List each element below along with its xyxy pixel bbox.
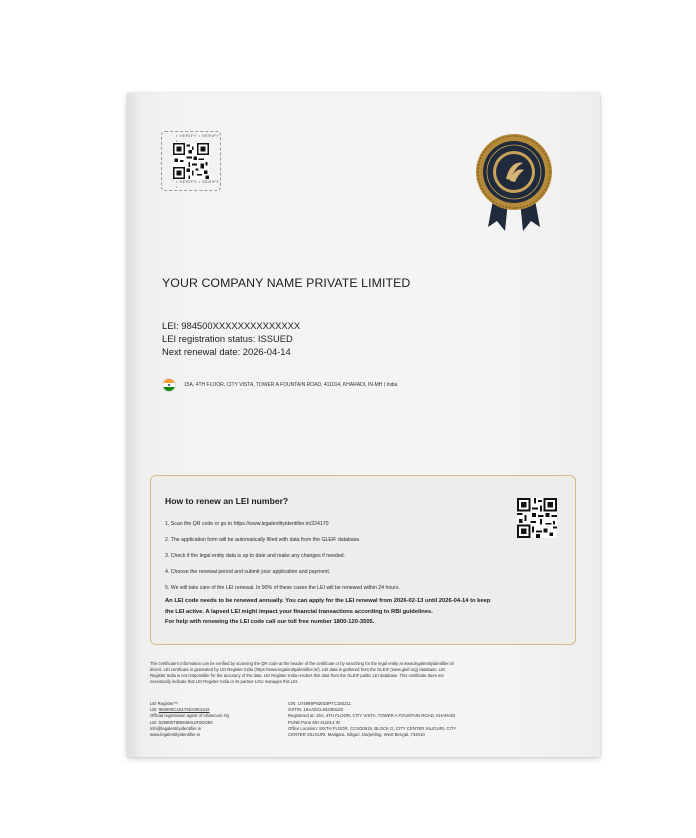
renewal-step: 3. Check if the legal entity data is up to date and make any changes if needed.	[165, 553, 345, 559]
renewal-qr-code-icon[interactable]	[517, 498, 557, 538]
page-shadow	[127, 93, 141, 757]
renewal-note-line: For help with renewing the LEI code call our toll free number 1800-120-3505.	[165, 619, 375, 625]
footer-line: Office Location: SIXTH FLOOR, CCSG0615, BLOCK G, CITY CENTER SILIGURI, CITY	[288, 725, 457, 731]
footer-company-info	[288, 701, 456, 738]
india-flag-icon	[162, 378, 176, 392]
renewal-title: How to renew an LEI number?	[165, 496, 289, 506]
verify-text-top: • VERIFY • VERIFY •	[176, 133, 220, 143]
renewal-step: 4. Choose the renewal period and submit your application and payment.	[165, 569, 331, 575]
entity-address: 15A, 4TH FLOOR, CITY VISTA, TOWER A FOUNTAIN ROAD, 411014, KHARADI, IN-MH | India	[184, 382, 398, 388]
footer-line: PUNE Pune MH 411014 IN	[288, 719, 340, 725]
disclaimer-line: The certificate's information can be verified by scanning the QR code at the header of the certificate or by searching for the legal entity at www.legalentityidentifier.in/	[150, 661, 455, 666]
renewal-steps	[165, 521, 400, 601]
lei-certificate-page	[127, 93, 600, 757]
footer-website[interactable]: www.legalentityidentifier.in	[150, 732, 201, 738]
footer-line: Registered at: 15A, 4TH FLOOR, CITY VISTA, TOWER A FOUNTAIN ROAD, KHARADI	[288, 713, 456, 719]
disclaimer-line: leicert. LEI certificate is generated by LEI Register India (https://www.legalentityidentifier.in/). LEI data is gathered from the GLEIF (www.gleif.org) database. LEI	[150, 667, 446, 672]
renewal-step: 1. Scan the QR code or go to https://www.legalentityidentifier.in/224170	[165, 521, 329, 527]
footer-line: Official registration agent of Ubisecure Oy	[150, 713, 230, 719]
renewal-note	[165, 596, 570, 628]
company-name: YOUR COMPANY NAME PRIVATE LIMITED	[162, 276, 411, 290]
lei-status: LEI registration status: ISSUED	[162, 333, 293, 344]
renewal-step: 2. The application form will be automatically filled with data from the GLEIF database.	[165, 537, 361, 543]
renewal-step: 5. We will take care of the LEI renewal. In 90% of these cases the LEI will be renewed within 24 hours.	[165, 585, 400, 591]
verify-qr-stamp[interactable]	[161, 131, 221, 191]
footer-line: LEI: 529900T8BM49AURSDO55	[150, 719, 213, 725]
footer-registrar-info	[150, 701, 229, 738]
qr-code-icon	[173, 143, 209, 179]
verify-text-bottom: • VERIFY • VERIFY •	[176, 179, 220, 189]
disclaimer-line: Register India is not responsible for the accuracy of the data. LEI Register India renders this data from the GLEIF public LEI database. This certificate does not	[150, 673, 444, 678]
renewal-note-line: the LEI active. A lapsed LEI might impact your financial transactions according to RBI guidelines.	[165, 608, 433, 615]
address-row	[162, 378, 397, 392]
footer-lei-prefix: LEI:	[150, 707, 159, 713]
lei-number: LEI: 984500XXXXXXXXXXXXXX	[162, 320, 301, 331]
renewal-note-line: An LEI code needs to be renewed annually. You can apply for the LEI renewal from 2026-02-13 until 2026-04-14 to keep	[165, 598, 491, 604]
certificate-seal-icon	[475, 133, 553, 231]
footer-lei-link[interactable]: 984500CA5176DA0E4442	[158, 707, 210, 713]
footer-line: GSTIN: 19AADCL9323M1Z0	[288, 707, 344, 713]
lei-renewal-date: Next renewal date: 2026-04-14	[162, 346, 291, 357]
disclaimer	[150, 661, 580, 685]
footer-email[interactable]: info@legalentityidentifier.in	[150, 725, 202, 731]
renewal-instructions-box	[150, 475, 576, 645]
footer-line: CIN: U74999PN2019PTC184211	[288, 701, 351, 706]
footer-line: LEI Register™	[150, 701, 178, 706]
lei-details	[162, 319, 300, 358]
disclaimer-line: necessarily indicate that LEI Register India or its partner LOU manages this LEI.	[150, 679, 299, 684]
footer-line: CENTER SILIGURI, Matigara, Siliguri, Darjeeling, West Bengal, 734010	[288, 732, 425, 738]
